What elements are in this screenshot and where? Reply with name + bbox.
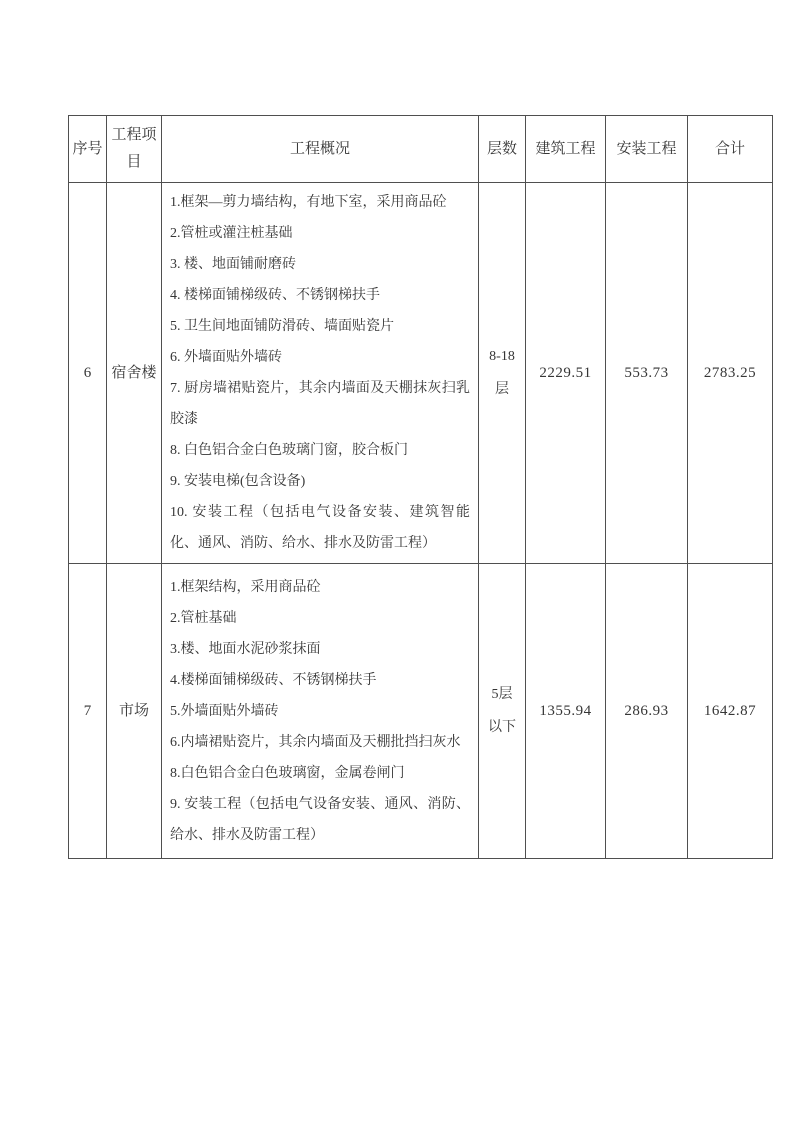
overview-item: 2.管桩基础 [170, 610, 237, 626]
construction-cost-cell: 1355.94 [526, 564, 606, 859]
header-project: 工程项目 [107, 116, 162, 183]
overview-item: 7. 厨房墙裙贴瓷片，其余内墙面及天棚抹灰扫乳胶漆 [170, 381, 470, 427]
overview-item: 4.楼梯面铺梯级砖、不锈钢梯扶手 [170, 672, 377, 688]
overview-item: 3.楼、地面水泥砂浆抹面 [170, 641, 321, 657]
overview-cell [162, 564, 479, 859]
floors-cell [479, 564, 526, 859]
overview-item: 1.框架结构，采用商品砼 [170, 579, 321, 595]
table-header-row [69, 116, 773, 183]
project-summary-table [68, 115, 773, 859]
installation-cost-cell: 553.73 [606, 183, 688, 564]
overview-item: 4. 楼梯面铺梯级砖、不锈钢梯扶手 [170, 288, 380, 303]
project-name-cell: 宿舍楼 [107, 183, 162, 564]
header-total: 合计 [688, 116, 773, 183]
floors-line: 5层 [491, 687, 513, 702]
total-cost-cell: 1642.87 [688, 564, 773, 859]
header-no: 序号 [69, 116, 107, 183]
floors-line: 层 [495, 382, 509, 397]
header-installation: 安装工程 [606, 116, 688, 183]
overview-item: 10. 安装工程（包括电气设备安装、建筑智能化、通风、消防、给水、排水及防雷工程） [170, 505, 470, 551]
header-construction: 建筑工程 [526, 116, 606, 183]
floors-line: 以下 [488, 720, 516, 735]
overview-item: 6.内墙裙贴瓷片，其余内墙面及天棚批挡扫灰水 [170, 734, 461, 750]
overview-item: 8. 白色铝合金白色玻璃门窗，胶合板门 [170, 443, 408, 458]
construction-cost-cell: 2229.51 [526, 183, 606, 564]
row-no-cell: 6 [69, 183, 107, 564]
overview-item: 2.管桩或灌注桩基础 [170, 226, 293, 241]
overview-item: 3. 楼、地面铺耐磨砖 [170, 257, 296, 272]
header-overview: 工程概况 [162, 116, 479, 183]
total-cost-cell: 2783.25 [688, 183, 773, 564]
overview-item: 9. 安装工程（包括电气设备安装、通风、消防、给水、排水及防雷工程） [170, 796, 470, 843]
row-no-cell: 7 [69, 564, 107, 859]
floors-line: 8-18 [489, 349, 515, 364]
header-floors: 层数 [479, 116, 526, 183]
project-name-cell: 市场 [107, 564, 162, 859]
overview-cell [162, 183, 479, 564]
table-row [69, 564, 773, 859]
overview-item: 9. 安装电梯(包含设备) [170, 474, 306, 489]
floors-cell [479, 183, 526, 564]
overview-item: 5. 卫生间地面铺防滑砖、墙面贴瓷片 [170, 319, 394, 334]
table-row [69, 183, 773, 564]
overview-item: 5.外墙面贴外墙砖 [170, 703, 279, 719]
overview-item: 1.框架—剪力墙结构，有地下室，采用商品砼 [170, 195, 447, 210]
overview-item: 6. 外墙面贴外墙砖 [170, 350, 282, 365]
installation-cost-cell: 286.93 [606, 564, 688, 859]
overview-item: 8.白色铝合金白色玻璃窗，金属卷闸门 [170, 765, 405, 781]
